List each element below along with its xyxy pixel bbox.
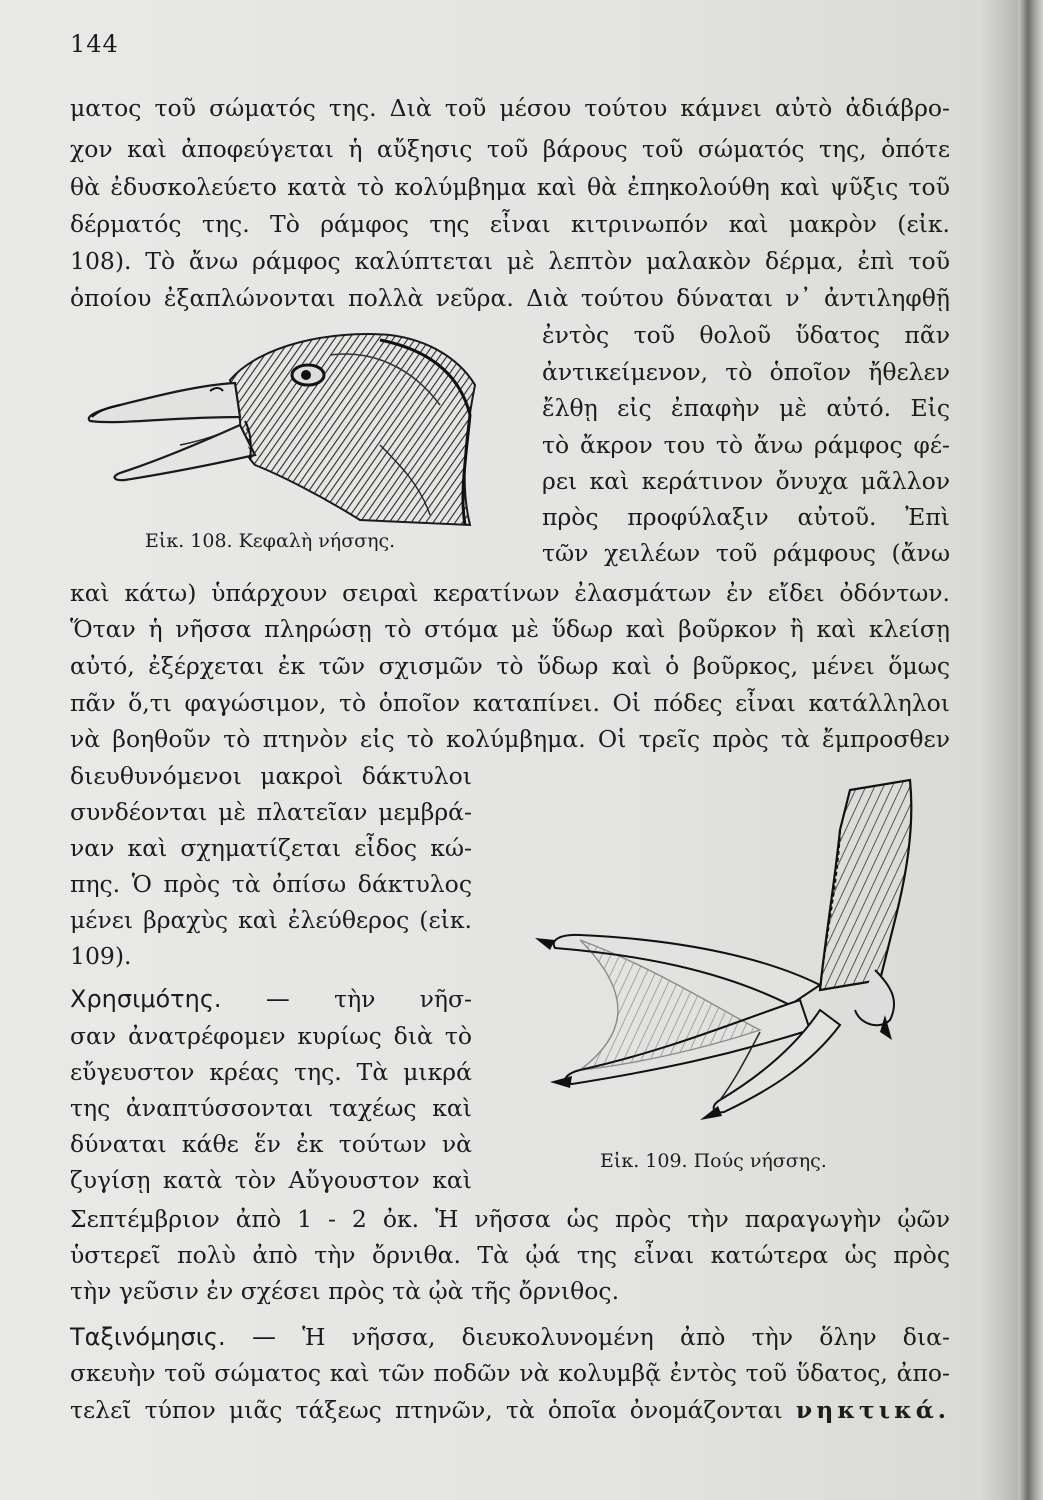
text-line: εὔγευστον κρέας της. Τὰ μικρά (70, 1058, 472, 1086)
text-line: συνδέονται μὲ πλατεῖαν μεμβρά- (70, 798, 472, 826)
text-fragment: Ἡ νῆσσα, διευκολυνομένη ἀπὸ τὴν ὅλην δια- (302, 1323, 950, 1351)
text-fragment: τελεῖ τύπον μιᾶς τάξεως πτηνῶν, τὰ ὁποῖα ὀνομάζονται (70, 1396, 783, 1424)
page-number: 144 (70, 30, 119, 58)
text-line: τὴν γεῦσιν ἐν σχέσει πρὸς τὰ ᾠὰ τῆς ὄρνιθος. (70, 1277, 620, 1305)
text-line: ματος τοῦ σώματός της. Διὰ τοῦ μέσου τούτου κάμνει αὐτὸ ἀδιάβρο- (70, 94, 950, 122)
text-line: ρει καὶ κεράτινον ὄνυχα μᾶλλον (542, 467, 950, 495)
text-line: ζυγίσῃ κατὰ τὸν Αὔγουστον καὶ (70, 1166, 472, 1194)
text-line: πρὸς προφύλαξιν αὐτοῦ. Ἐπὶ (542, 503, 950, 531)
emphasized-term: νηκτικά. (795, 1396, 950, 1424)
text-line: τὸ ἄκρον του τὸ ἄνω ράμφος φέ- (542, 431, 950, 459)
text-line: Ὅταν ἡ νῆσσα πληρώσῃ τὸ στόμα μὲ ὕδωρ καὶ βοῦρκον ἢ καὶ κλείσῃ (70, 615, 950, 643)
text-line: νὰ βοηθοῦν τὸ πτηνὸν εἰς τὸ κολύμβημα. Οἱ τρεῖς πρὸς τὰ ἔμπροσθεν (70, 725, 950, 753)
text-line: ὁποίου ἐξαπλώνονται πολλὰ νεῦρα. Διὰ τούτου δύναται ν᾿ ἀντιληφθῇ (70, 284, 950, 312)
text-line: ὑστερεῖ πολὺ ἀπὸ τὴν ὄρνιθα. Τὰ ᾠά της εἶναι κατώτερα ὡς πρὸς (70, 1241, 950, 1269)
final-line (70, 1395, 950, 1425)
text-line: 109). (70, 942, 132, 970)
text-line: χον καὶ ἀποφεύγεται ἡ αὔξησις τοῦ βάρους τοῦ σώματός της, ὁπότε (70, 135, 950, 163)
text-line: 108). Τὸ ἄνω ράμφος καλύπτεται μὲ λεπτὸν μαλακὸν δέρμα, ἐπὶ τοῦ (70, 247, 950, 275)
classification-paragraph-start (70, 1322, 950, 1352)
text-line: σκευὴν τοῦ σώματος καὶ τῶν ποδῶν νὰ κολυμβᾷ ἐντὸς τοῦ ὕδατος, ἀπο- (70, 1359, 950, 1387)
text-line: ἐντὸς τοῦ θολοῦ ὕδατος πᾶν (542, 321, 950, 349)
section-heading-classification: Ταξινόμησις. — (70, 1323, 276, 1351)
text-line: καὶ κάτω) ὑπάρχουν σειραὶ κερατίνων ἐλασμάτων ἐν εἴδει ὀδόντων. (70, 579, 950, 607)
section-heading-usefulness: Χρησιμότης. — (70, 985, 290, 1013)
text-fragment: τὴν νῆσ- (334, 985, 472, 1013)
text-line: ἔλθῃ εἰς ἐπαφὴν μὲ αὐτό. Εἰς (542, 394, 950, 422)
text-line: σαν ἀνατρέφομεν κυρίως διὰ τὸ (70, 1022, 472, 1050)
usefulness-paragraph-start (70, 984, 472, 1014)
figure-109-caption: Εἰκ. 109. Πούς νήσσης. (600, 1150, 827, 1172)
text-line: δέρματός της. Τὸ ράμφος της εἶναι κιτρινωπόν καὶ μακρὸν (εἰκ. (70, 210, 950, 238)
duck-foot-illustration (520, 770, 940, 1130)
text-line: ἀντικείμενον, τὸ ὁποῖον ἤθελεν (542, 358, 950, 386)
text-line: δύναται κάθε ἕν ἐκ τούτων νὰ (70, 1130, 472, 1158)
duck-head-illustration (80, 325, 490, 535)
page-edge-shadow (1018, 0, 1043, 1500)
figure-108-caption: Εἰκ. 108. Κεφαλὴ νήσσης. (145, 530, 396, 552)
text-line: πης. Ὁ πρὸς τὰ ὀπίσω δάκτυλος (70, 870, 472, 898)
text-line: Σεπτέμβριον ἀπὸ 1 - 2 ὀκ. Ἡ νῆσσα ὡς πρὸς τὴν παραγωγὴν ᾠῶν (70, 1205, 950, 1233)
text-line: θὰ ἐδυσκολεύετο κατὰ τὸ κολύμβημα καὶ θὰ ἐπηκολούθη καὶ ψῦξις τοῦ (70, 173, 950, 201)
text-line: πᾶν ὅ,τι φαγώσιμον, τὸ ὁποῖον καταπίνει. Οἱ πόδες εἶναι κατάλληλοι (70, 689, 950, 717)
text-line: μένει βραχὺς καὶ ἐλεύθερος (εἰκ. (70, 906, 472, 934)
text-line: διευθυνόμενοι μακροὶ δάκτυλοι (70, 762, 472, 790)
text-line: τῶν χειλέων τοῦ ράμφους (ἄνω (542, 539, 950, 567)
text-line: αὐτό, ἐξέρχεται ἐκ τῶν σχισμῶν τὸ ὕδωρ καὶ ὁ βοῦρκος, μένει ὅμως (70, 652, 950, 680)
text-line: της ἀναπτύσσονται ταχέως καὶ (70, 1094, 472, 1122)
text-line: ναν καὶ σχηματίζεται εἶδος κώ- (70, 834, 472, 862)
